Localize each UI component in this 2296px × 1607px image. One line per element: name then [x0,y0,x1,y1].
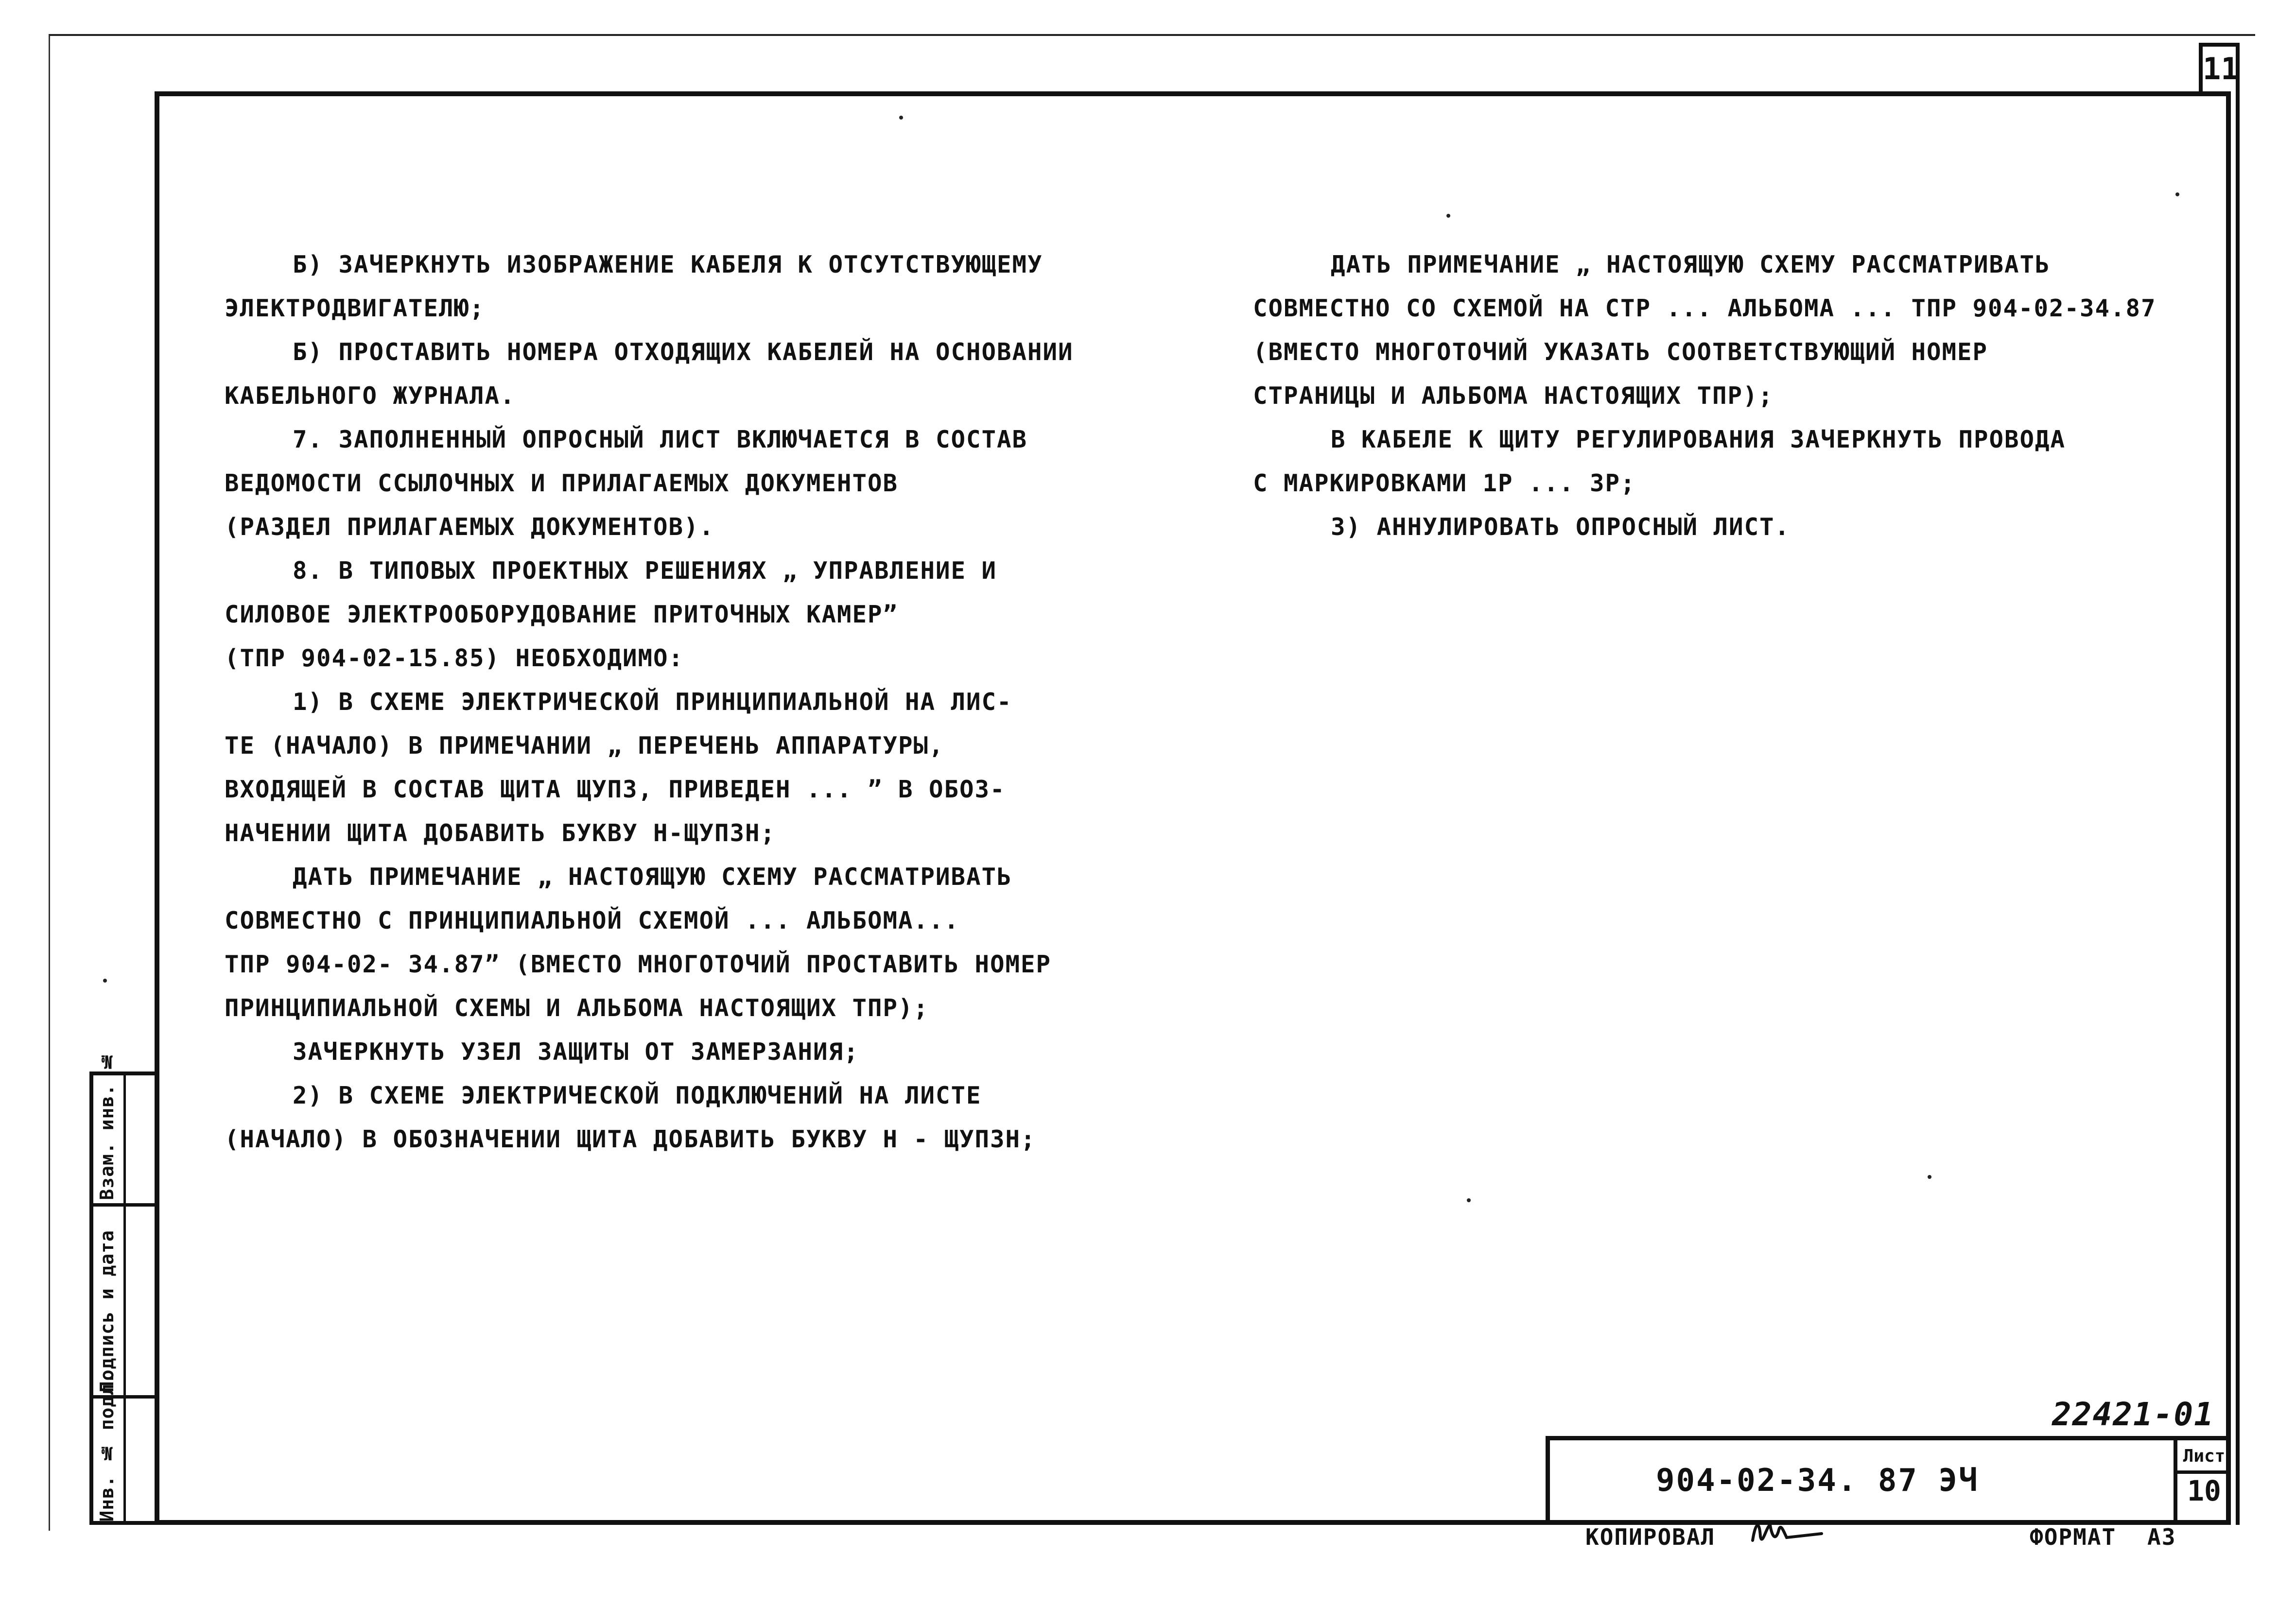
copied-by-label: КОПИРОВАЛ [1585,1524,1716,1550]
text-line: В КАБЕЛЕ К ЩИТУ РЕГУЛИРОВАНИЯ ЗАЧЕРКНУТЬ ПРОВОДА [1331,426,2066,453]
text-line: ТПР 904-02- 34.87” (ВМЕСТО МНОГОТОЧИЙ ПРОСТАВИТЬ НОМЕР [225,950,1052,978]
scan-speck [1928,1175,1931,1179]
scan-speck [1446,214,1450,218]
text-line: ПРИНЦИПИАЛЬНОЙ СХЕМЫ И АЛЬБОМА НАСТОЯЩИХ ТПР); [225,994,929,1022]
text-line: (ТПР 904-02-15.85) НЕОБХОДИМО: [225,644,684,672]
stamp-label-replaced-inv: Взам. инв. № [96,1051,118,1200]
stamp-cell-inv-original [93,1372,155,1525]
text-line: ВЕДОМОСТИ ССЫЛОЧНЫХ И ПРИЛАГАЕМЫХ ДОКУМЕНТОВ [225,469,899,497]
text-line: С МАРКИРОВКАМИ 1Р ... 3Р; [1253,469,1636,497]
right-text-column [1253,243,2186,549]
text-line: ВХОДЯЩЕЙ В СОСТАВ ЩИТА ЩУП3, ПРИВЕДЕН ... ” В ОБОЗ- [225,776,1006,803]
stamp-divider [123,1399,126,1525]
text-line: СОВМЕСТНО С ПРИНЦИПИАЛЬНОЙ СХЕМОЙ ... АЛЬБОМА... [225,907,960,934]
sheet-number-cell [2174,1440,2231,1525]
text-line: ЗАЧЕРКНУТЬ УЗЕЛ ЗАЩИТЫ ОТ ЗАМЕРЗАНИЯ; [293,1038,859,1066]
scan-speck [899,116,903,120]
text-line: 3) АННУЛИРОВАТЬ ОПРОСНЫЙ ЛИСТ. [1331,513,1791,541]
stamp-divider [123,1207,126,1395]
text-line: ДАТЬ ПРИМЕЧАНИЕ „ НАСТОЯЩУЮ СХЕМУ РАССМАТРИВАТЬ [1331,251,2051,278]
stamp-cell-replaced-inv [93,1051,155,1207]
format-value: А3 [2147,1524,2176,1550]
approval-stamp-column [89,1051,155,1525]
sheet-tab-number: 11 [2199,43,2240,91]
archive-number: 22421-01 [2052,1396,2214,1433]
text-line: Б) ПРОСТАВИТЬ НОМЕРА ОТХОДЯЩИХ КАБЕЛЕЙ НА ОСНОВАНИИ [293,338,1074,366]
sheet-number: 10 [2187,1474,2221,1507]
text-line: НАЧЕНИИ ЩИТА ДОБАВИТЬ БУКВУ Н-ЩУП3Н; [225,819,776,847]
text-line: 2) В СХЕМЕ ЭЛЕКТРИЧЕСКОЙ ПОДКЛЮЧЕНИЙ НА ЛИСТЕ [293,1082,982,1109]
text-line: КАБЕЛЬНОГО ЖУРНАЛА. [225,382,516,410]
copier-signature [1749,1512,1831,1551]
text-line: СИЛОВОЕ ЭЛЕКТРООБОРУДОВАНИЕ ПРИТОЧНЫХ КАМЕР” [225,601,899,628]
text-line: 8. В ТИПОВЫХ ПРОЕКТНЫХ РЕШЕНИЯХ „ УПРАВЛЕНИЕ И [293,557,997,585]
text-line: (РАЗДЕЛ ПРИЛАГАЕМЫХ ДОКУМЕНТОВ). [225,513,715,541]
text-line: СОВМЕСТНО СО СХЕМОЙ НА СТР ... АЛЬБОМА ... ТПР 904-02-34.87 [1253,294,2157,322]
text-line: 7. ЗАПОЛНЕННЫЙ ОПРОСНЫЙ ЛИСТ ВКЛЮЧАЕТСЯ В СОСТАВ [293,426,1028,453]
stamp-divider [123,1075,126,1203]
text-line: ДАТЬ ПРИМЕЧАНИЕ „ НАСТОЯЩУЮ СХЕМУ РАССМАТРИВАТЬ [293,863,1012,891]
text-line: Б) ЗАЧЕРКНУТЬ ИЗОБРАЖЕНИЕ КАБЕЛЯ К ОТСУТСТВУЮЩЕМУ [293,251,1043,278]
stamp-label-signature-date: Подпись и дата [96,1229,118,1392]
scan-speck [2175,192,2179,196]
text-line: ЭЛЕКТРОДВИГАТЕЛЮ; [225,294,485,322]
text-line: СТРАНИЦЫ И АЛЬБОМА НАСТОЯЩИХ ТПР); [1253,382,1774,410]
scan-speck [103,979,107,983]
text-line: (ВМЕСТО МНОГОТОЧИЙ УКАЗАТЬ СООТВЕТСТВУЮЩИЙ НОМЕР [1253,338,1988,366]
stamp-cell-signature-date [93,1207,155,1399]
text-line: ТЕ (НАЧАЛО) В ПРИМЕЧАНИИ „ ПЕРЕЧЕНЬ АППАРАТУРЫ, [225,732,944,760]
text-line: 1) В СХЕМЕ ЭЛЕКТРИЧЕСКОЙ ПРИНЦИПИАЛЬНОЙ НА ЛИС- [293,688,1012,716]
format-label: ФОРМАТ [2030,1524,2117,1550]
frame-right-rail [2236,91,2240,1525]
left-text-column [225,243,1109,1161]
stamp-label-inv-original: Инв. № подл. [96,1372,118,1522]
scan-speck [1467,1198,1471,1202]
document-designation: 904-02-34. 87 ЭЧ [1656,1463,1979,1499]
text-line: (НАЧАЛО) В ОБОЗНАЧЕНИИ ЩИТА ДОБАВИТЬ БУКВУ Н - ЩУП3Н; [225,1125,1036,1153]
title-block [1546,1436,2231,1525]
sheet-label: Лист [2177,1442,2231,1474]
